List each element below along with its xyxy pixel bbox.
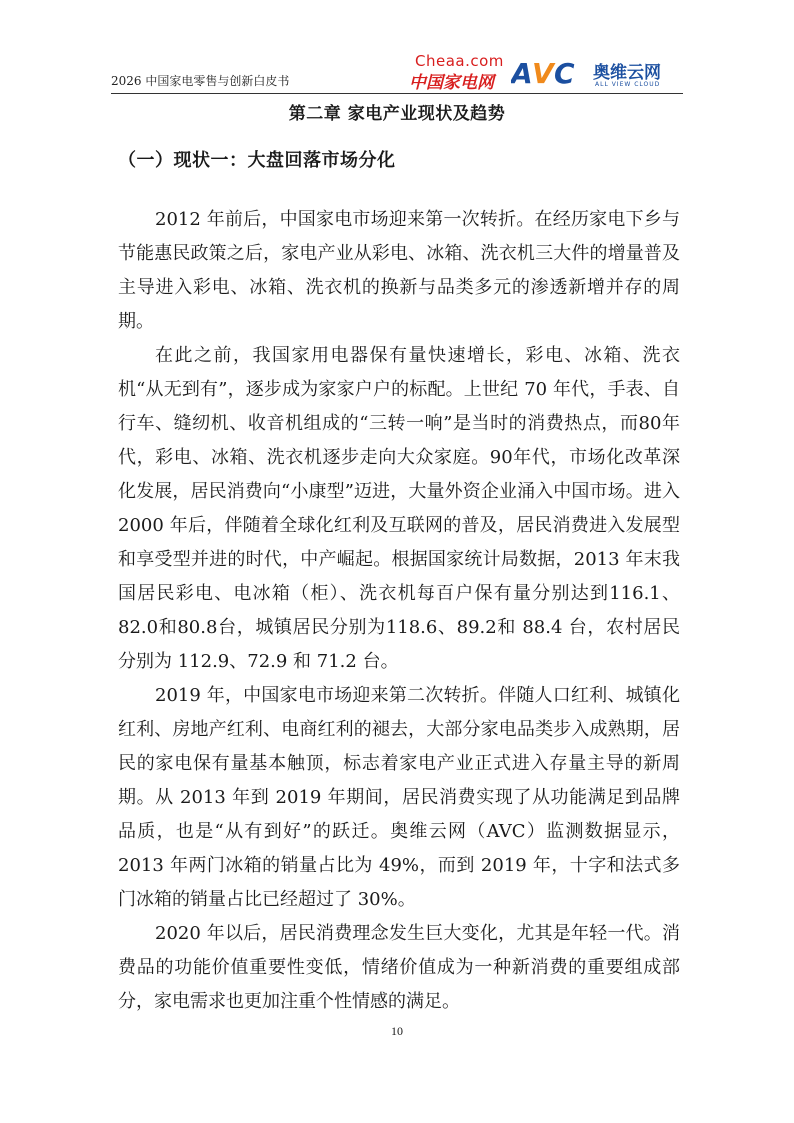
page-number: 10 <box>391 1024 403 1038</box>
avc-logo-en: ALL VIEW CLOUD <box>595 81 661 88</box>
paragraph: 2019 年，中国家电市场迎来第二次转折。伴随人口红利、城镇化红利、房地产红利、电商红利的褪去，大部分家电品类步入成熟期，居民的家电保有量基本触顶，标志着家电产业正式进入存量主导的新周期。从 2013 年到 2019 年期间，居民消费实现了从功能满足到品牌品质，也是“从有到好”的跃迁。奥维云网（AVC）监测数据显示，2013 年两门冰箱的销量占比为 49%，而到 2019 年，十字和法式多门冰箱的销量占比已经超过了 30%。 <box>118 685 680 910</box>
header-divider <box>111 93 683 94</box>
svg-text:A: A <box>511 57 533 89</box>
avc-logo <box>511 57 683 93</box>
body-text <box>118 203 680 1019</box>
cheaa-logo-name: 中国家电网 <box>409 73 494 93</box>
section-heading: （一）现状一：大盘回落市场分化 <box>118 150 396 171</box>
avc-logo-cn: 奥维云网 <box>593 63 661 83</box>
cheaa-logo <box>409 52 509 92</box>
paragraph: 在此之前，我国家用电器保有量快速增长，彩电、冰箱、洗衣机“从无到有”，逐步成为家家户户的标配。上世纪 70 年代，手表、自行车、缝纫机、收音机组成的“三转一响”是当时的消费热点，而80年代，彩电、冰箱、洗衣机逐步走向大众家庭。90年代，市场化改革深化发展，居民消费向“小康型”迈进，大量外资企业涌入中国市场。进入 2000 年后，伴随着全球化红利及互联网的普及，居民消费进入发展型和享受型并进的时代，中产崛起。根据国家统计局数据，2013 年末我国居民彩电、电冰箱（柜）、洗衣机每百户保有量分别达到116.1、82.0和80.8台，城镇居民分别为118.6、89.2和 88.4 台，农村居民分别为 112.9、72.9 和 71.2 台。 <box>118 345 680 672</box>
page-header <box>111 52 683 94</box>
avc-logo-mark <box>511 57 587 89</box>
paragraph: 2012 年前后，中国家电市场迎来第一次转折。在经历家电下乡与节能惠民政策之后，家电产业从彩电、冰箱、洗衣机三大件的增量普及主导进入彩电、冰箱、洗衣机的换新与品类多元的渗透新增并存的周期。 <box>118 209 680 332</box>
header-title: 2026 中国家电零售与创新白皮书 <box>111 74 290 88</box>
cheaa-logo-url: Cheaa.com <box>415 52 504 70</box>
paragraph: 2020 年以后，居民消费理念发生巨大变化，尤其是年轻一代。消费品的功能价值重要性变低，情绪价值成为一种新消费的重要组成部分，家电需求也更加注重个性情感的满足。 <box>118 923 680 1012</box>
svg-text:C: C <box>554 57 575 89</box>
svg-text:V: V <box>532 57 554 89</box>
chapter-title: 第二章 家电产业现状及趋势 <box>288 104 506 124</box>
